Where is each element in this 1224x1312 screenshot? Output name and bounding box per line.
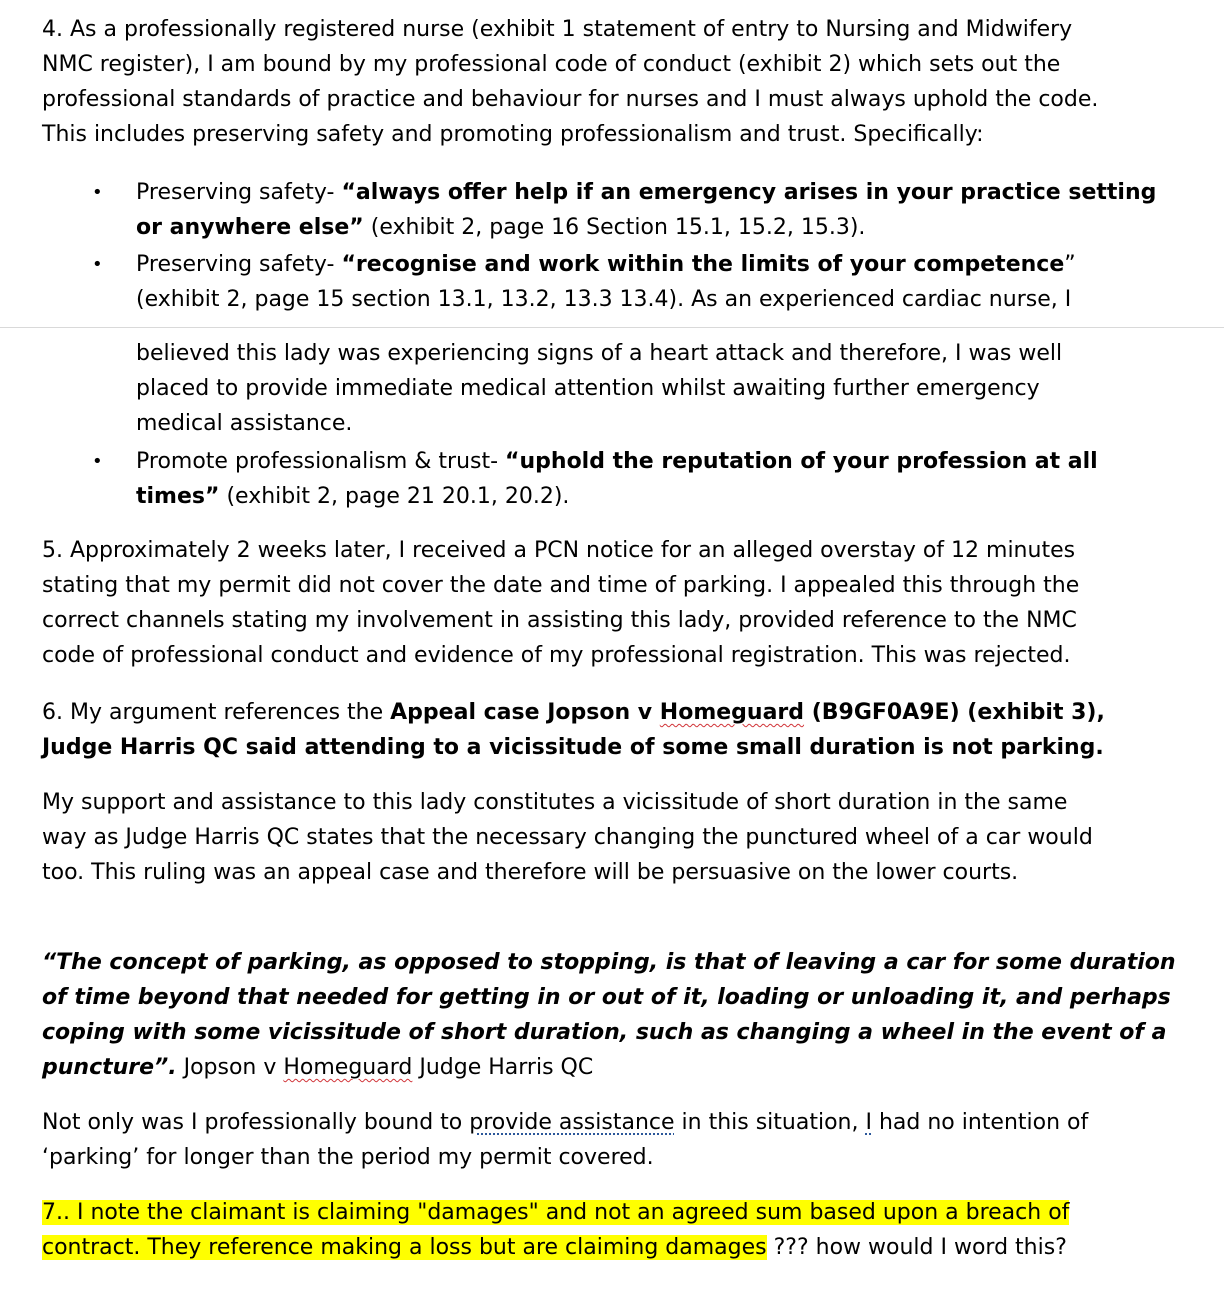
text-run: had no intention of — [871, 1110, 1089, 1135]
bullet-item-3 — [136, 444, 1206, 514]
bold-quote: “always offer help if an emergency arises in your practice setting — [341, 180, 1157, 205]
bold-text: Judge Harris QC said attending to a vicissitude of some small duration is not parking. — [42, 735, 1104, 760]
text-line — [136, 210, 1206, 245]
bullet-icon: • — [92, 182, 103, 203]
text-line: stating that my permit did not cover the date and time of parking. I appealed this through the — [42, 573, 1080, 598]
bold-quote: times” — [136, 484, 220, 509]
paragraph-4 — [42, 12, 1192, 152]
case-quote — [42, 945, 1192, 1085]
bullet-icon: • — [92, 451, 103, 472]
spelling-flagged-word[interactable]: Homeguard — [283, 1055, 413, 1080]
text-line: NMC register), I am bound by my professional code of conduct (exhibit 2) which sets out the — [42, 52, 1061, 77]
text-line: “The concept of parking, as opposed to stopping, is that of leaving a car for some duration — [42, 950, 1176, 975]
page-break-divider — [0, 327, 1224, 328]
text-line: too. This ruling was an appeal case and therefore will be persuasive on the lower courts. — [42, 860, 1019, 885]
paragraph-bound — [42, 1105, 1192, 1175]
text-line: This includes preserving safety and promoting professionalism and trust. Specifically: — [42, 122, 984, 147]
text-line — [42, 695, 1192, 730]
bold-quote: “recognise and work within the limits of your competence — [341, 252, 1065, 277]
spelling-flagged-word[interactable]: Homeguard — [659, 700, 805, 725]
paragraph-6 — [42, 695, 1192, 765]
grammar-flagged-phrase[interactable]: provide assistance — [469, 1110, 675, 1135]
bold-quote: or anywhere else” — [136, 215, 364, 240]
text-line: way as Judge Harris QC states that the necessary changing the punctured wheel of a car would — [42, 825, 1093, 850]
paragraph-support — [42, 785, 1192, 890]
bullet-lead: Preserving safety- — [136, 252, 342, 277]
text-line — [42, 1050, 1192, 1085]
paragraph-7 — [42, 1195, 1192, 1265]
text-line — [42, 1105, 1192, 1140]
text-line: placed to provide immediate medical attention whilst awaiting further emergency — [136, 376, 1040, 401]
bullet-icon: • — [92, 254, 103, 275]
text-run: Not only was I professionally bound to — [42, 1110, 470, 1135]
text-line: professional standards of practice and behaviour for nurses and I must always uphold the code. — [42, 87, 1099, 112]
grammar-flagged-word[interactable]: I — [865, 1110, 872, 1135]
text-line — [136, 444, 1206, 479]
text-line: medical assistance. — [136, 411, 353, 436]
text-line — [42, 1230, 1192, 1265]
bullet-item-1 — [136, 175, 1206, 245]
text-line: believed this lady was experiencing signs of a heart attack and therefore, I was well — [136, 341, 1063, 366]
text-line — [42, 1195, 1192, 1230]
bold-quote: “uphold the reputation of your profession at all — [505, 449, 1098, 474]
highlighted-text: 7.. I note the claimant is claiming "damages" and not an agreed sum based upon a breach of — [42, 1200, 1070, 1225]
text-line: My support and assistance to this lady constitutes a vicissitude of short duration in the same — [42, 790, 1068, 815]
bold-case-ref: (B9GF0A9E) (exhibit 3), — [804, 700, 1105, 725]
text-line: 4. As a professionally registered nurse (exhibit 1 statement of entry to Nursing and Midwifery — [42, 17, 1073, 42]
close-quote: ” — [1064, 252, 1076, 277]
text-run: Jopson v — [176, 1055, 284, 1080]
bullet-item-2 — [136, 247, 1206, 317]
paragraph-5 — [42, 533, 1192, 673]
bullet-lead: Promote professionalism & trust- — [136, 449, 506, 474]
text-line: 5. Approximately 2 weeks later, I received a PCN notice for an alleged overstay of 12 minutes — [42, 538, 1076, 563]
text-line: ‘parking’ for longer than the period my permit covered. — [42, 1145, 654, 1170]
text-line — [136, 175, 1206, 210]
text-line: correct channels stating my involvement in assisting this lady, provided reference to the NMC — [42, 608, 1077, 633]
text-run: Judge Harris QC — [412, 1055, 594, 1080]
text-line — [136, 247, 1206, 282]
bold-italic-text: puncture”. — [42, 1055, 177, 1080]
highlighted-text: contract. They reference making a loss but are claiming damages — [42, 1235, 767, 1260]
text-run: 6. My argument references the — [42, 700, 391, 725]
text-line — [136, 479, 1206, 514]
text-run: ??? how would I word this? — [766, 1235, 1067, 1260]
text-line: code of professional conduct and evidence of my professional registration. This was rejected. — [42, 643, 1071, 668]
bold-case-name: Appeal case Jopson v — [390, 700, 660, 725]
text-line: coping with some vicissitude of short duration, such as changing a wheel in the event of a — [42, 1020, 1167, 1045]
text-line — [42, 730, 1192, 765]
exhibit-reference: (exhibit 2, page 21 20.1, 20.2). — [219, 484, 570, 509]
exhibit-reference: (exhibit 2, page 16 Section 15.1, 15.2, 15.3). — [363, 215, 866, 240]
text-line: (exhibit 2, page 15 section 13.1, 13.2, 13.3 13.4). As an experienced cardiac nurse, I — [136, 287, 1072, 312]
text-line: of time beyond that needed for getting in or out of it, loading or unloading it, and perhaps — [42, 985, 1171, 1010]
bullet-lead: Preserving safety- — [136, 180, 342, 205]
bullet-item-2-continued — [136, 336, 1206, 441]
text-run: in this situation, — [674, 1110, 866, 1135]
